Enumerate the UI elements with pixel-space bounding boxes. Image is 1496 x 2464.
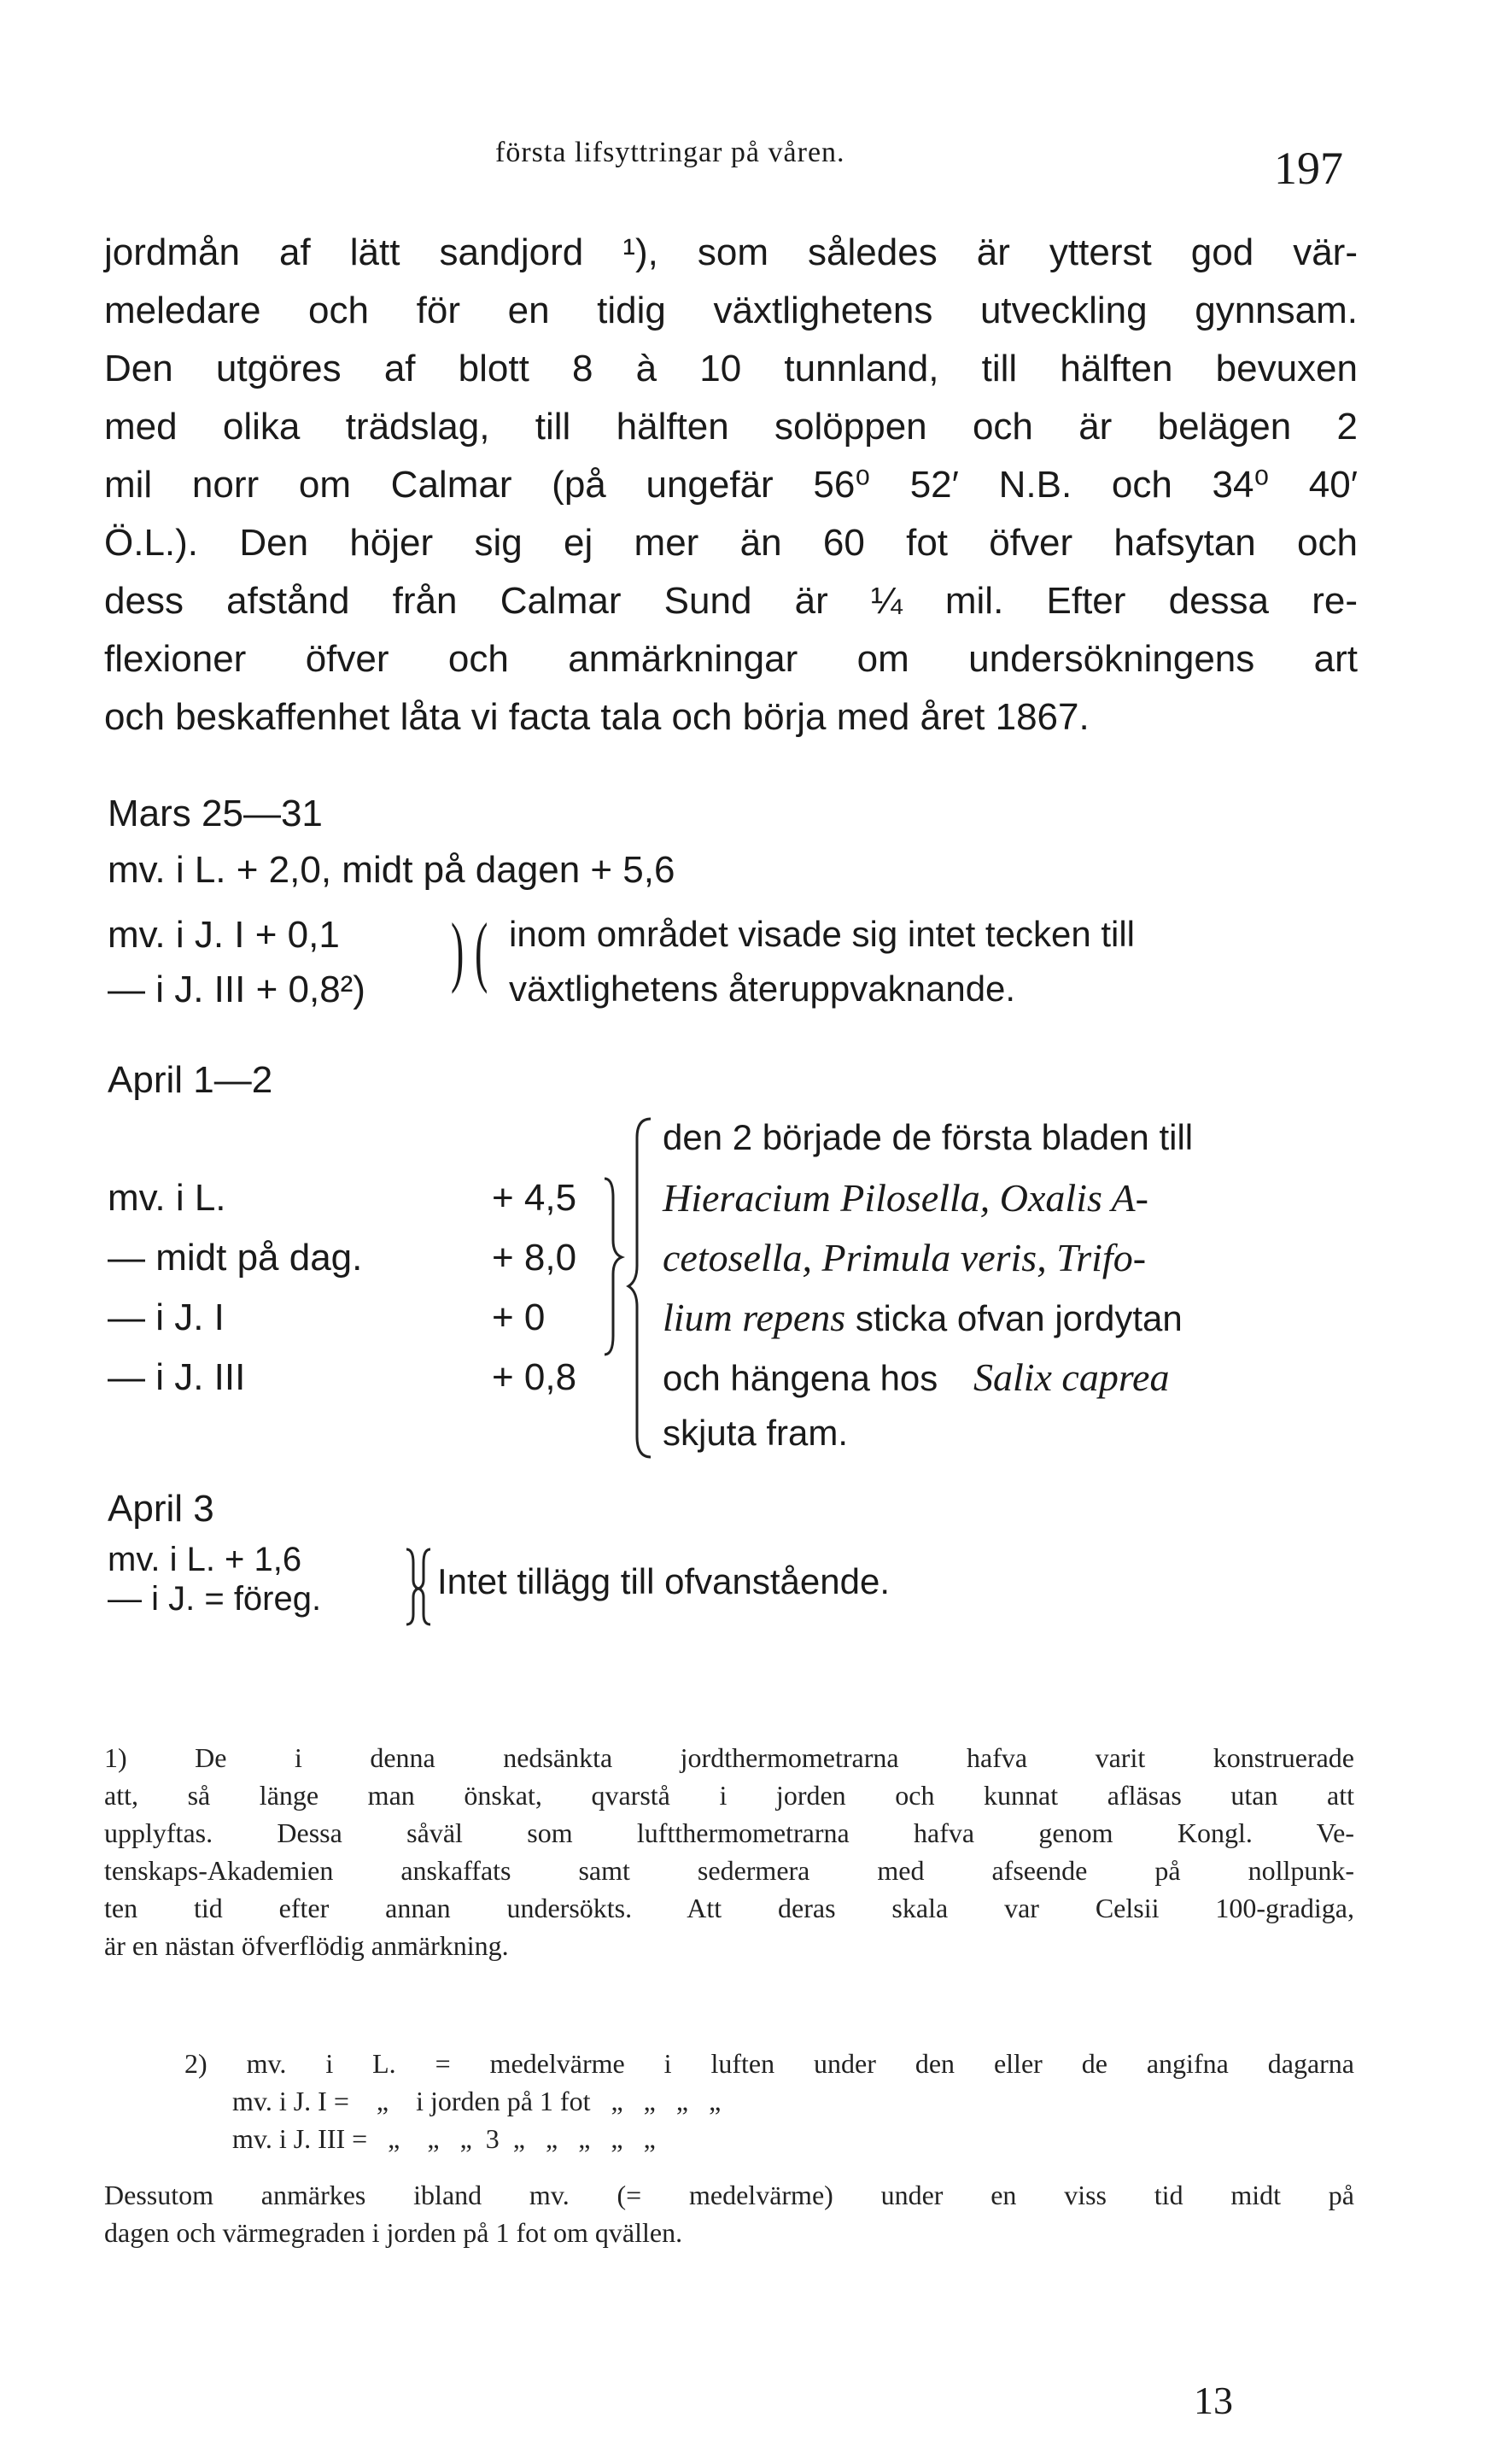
april1-note-species-2: cetosella, Primula veris, Trifo- xyxy=(663,1236,1147,1279)
paragraph-line: Den utgöres af blott 8 à 10 tunnland, till hälften bevuxen xyxy=(104,348,1358,389)
april3-heading: April 3 xyxy=(108,1488,214,1530)
running-header: första lifsyttringar på våren. xyxy=(495,137,845,168)
april1-note-species-1: Hieracium Pilosella, Oxalis A- xyxy=(663,1176,1148,1220)
footnote-line: 1) De i denna nedsänkta jordthermometrarna hafva varit konstruerade xyxy=(104,1742,1354,1773)
page-number: 197 xyxy=(1274,143,1343,194)
april1-label-air: mv. i L. xyxy=(108,1177,226,1219)
april1-label-midday: — midt på dag. xyxy=(108,1237,363,1279)
april3-note: Intet tillägg till ofvanstående. xyxy=(437,1561,891,1601)
paragraph-line: jordmån af lätt sandjord ¹), som således är ytterst god vär- xyxy=(104,231,1358,273)
april1-note-line1: den 2 började de första bladen till xyxy=(663,1117,1194,1157)
april1-note-line4-rest: sticka ofvan jordytan xyxy=(845,1298,1183,1338)
april1-brace-graphic xyxy=(598,1112,657,1464)
paragraph-line: dess afstånd från Calmar Sund är ¼ mil. Efter dessa re- xyxy=(104,580,1358,622)
signature-mark: 13 xyxy=(1194,2379,1233,2422)
april1-note-line4 xyxy=(663,1295,1183,1340)
footnote-line: 2) mv. i L. = medelvärme i luften under den eller de angifna dagarna xyxy=(184,2048,1354,2079)
species-trifolium: lium repens xyxy=(663,1296,846,1339)
footnote-2-tail xyxy=(104,2176,1354,2251)
april3-brace-graphic xyxy=(403,1546,434,1628)
mars-note-line1: inom området visade sig intet tecken till xyxy=(509,914,1136,954)
april1-note-line6: skjuta fram. xyxy=(663,1413,849,1453)
footnote-line: ten tid efter annan undersökts. Att deras skala var Celsii 100-gradiga, xyxy=(104,1893,1354,1923)
footnote-2-line2: mv. i J. I = „ i jorden på 1 fot „ „ „ „ xyxy=(232,2086,722,2116)
april1-value-midday: + 8,0 xyxy=(492,1237,577,1279)
paragraph-line: och beskaffenhet låta vi facta tala och börja med året 1867. xyxy=(104,696,1090,738)
footnote-line: tenskaps-Akademien anskaffats samt sedermera med afseende på nollpunk- xyxy=(104,1855,1354,1886)
paragraph-line: med olika trädslag, till hälften solöppen och är belägen 2 xyxy=(104,406,1358,448)
mars-row-ground-1: mv. i J. I + 0,1 xyxy=(108,914,340,956)
footnote-line: att, så länge man önskat, qvarstå i jorden och kunnat afläsas utan att xyxy=(104,1780,1354,1811)
april1-value-air: + 4,5 xyxy=(492,1177,577,1219)
paragraph-line: meledare och för en tidig växtlighetens utveckling gynnsam. xyxy=(104,290,1358,331)
april1-value-ground-1: + 0 xyxy=(492,1296,546,1338)
footnote-1 xyxy=(104,1739,1354,1964)
april1-label-ground-3: — i J. III xyxy=(108,1356,246,1398)
mars-brace-right: ) xyxy=(451,907,465,994)
mars-note-line2: växtlighetens återuppvaknande. xyxy=(509,969,1016,1009)
paragraph-line: Ö.L.). Den höjer sig ej mer än 60 fot öfver hafsytan och xyxy=(104,522,1358,564)
april3-row-air: mv. i L. + 1,6 xyxy=(108,1541,302,1578)
footnote-line: är en nästan öfverflödig anmärkning. xyxy=(104,1930,509,1961)
mars-row-ground-3: — i J. III + 0,8²) xyxy=(108,969,365,1010)
april1-label-ground-1: — i J. I xyxy=(108,1296,225,1338)
mars-row-air: mv. i L. + 2,0, midt på dagen + 5,6 xyxy=(108,849,675,891)
april1-heading: April 1—2 xyxy=(108,1059,273,1101)
april1-value-ground-3: + 0,8 xyxy=(492,1356,577,1398)
paragraph-line: mil norr om Calmar (på ungefär 56⁰ 52′ N.B. och 34⁰ 40′ xyxy=(104,464,1358,506)
species-salix: Salix caprea xyxy=(973,1355,1170,1399)
april1-note-line5 xyxy=(663,1355,1169,1400)
footnote-line: Dessutom anmärkes ibland mv. (= medelvärme) under en viss tid midt på xyxy=(104,2180,1354,2210)
april3-row-ground: — i J. = föreg. xyxy=(108,1580,322,1618)
mars-heading: Mars 25—31 xyxy=(108,793,323,834)
april1-note-line5-text: och hängena hos xyxy=(663,1358,948,1398)
footnote-2-line3: mv. i J. III = „ „ „ 3 „ „ „ „ „ xyxy=(232,2123,656,2154)
mars-brace-left: ( xyxy=(475,907,488,994)
footnote-line: dagen och värmegraden i jorden på 1 fot om qvällen. xyxy=(104,2217,683,2248)
paragraph-line: flexioner öfver och anmärkningar om undersökningens art xyxy=(104,638,1358,680)
footnote-2-line1 xyxy=(184,2045,1354,2082)
body-paragraph xyxy=(104,224,1358,746)
footnote-line: upplyftas. Dessa såväl som luftthermometrarna hafva genom Kongl. Ve- xyxy=(104,1817,1354,1848)
